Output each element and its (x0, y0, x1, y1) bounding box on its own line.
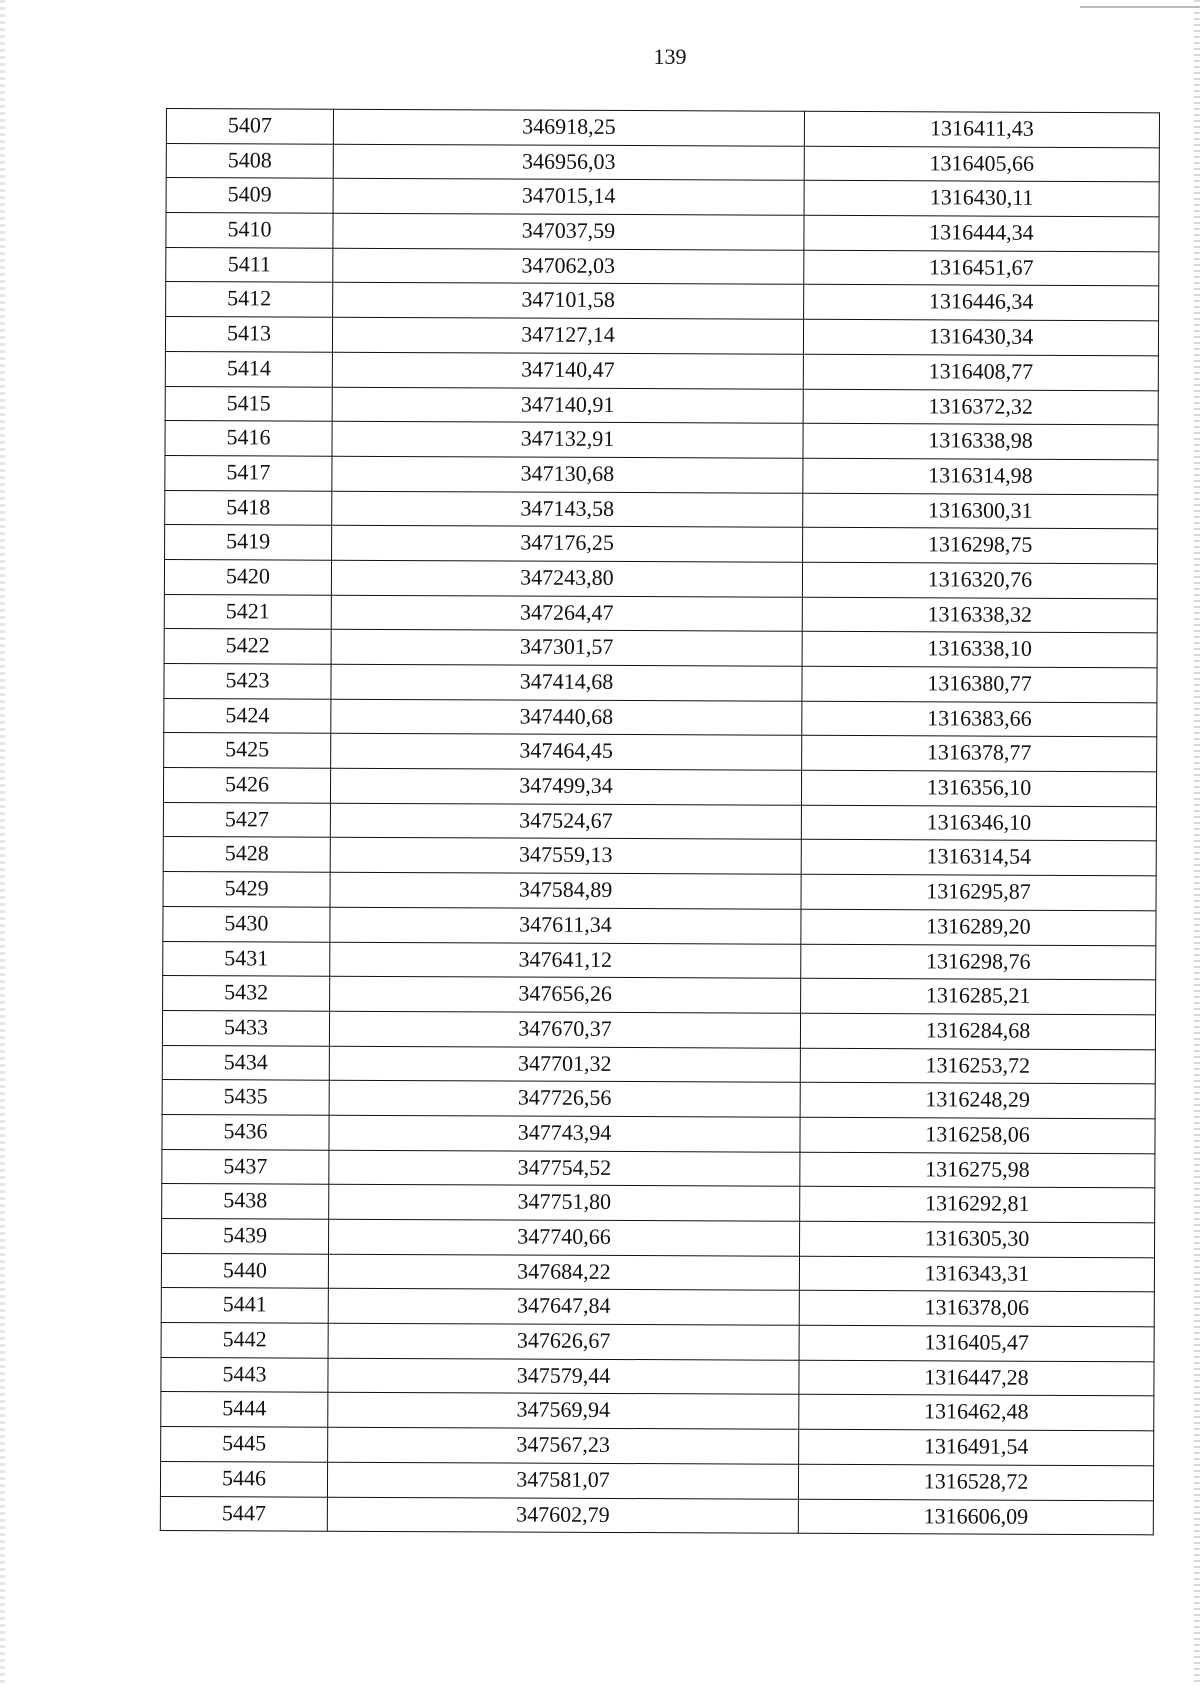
y-coordinate-cell: 1316338,98 (803, 423, 1158, 459)
point-number-cell: 5424 (164, 698, 331, 733)
table-row (165, 421, 1158, 460)
scan-edge-left (0, 0, 5, 1686)
point-number-cell: 5427 (163, 802, 330, 837)
x-coordinate-cell: 347301,57 (331, 630, 802, 667)
x-coordinate-cell: 347499,34 (330, 768, 801, 805)
y-coordinate-cell: 1316451,67 (804, 250, 1159, 286)
x-coordinate-cell: 347569,94 (328, 1393, 799, 1430)
point-number-cell: 5422 (164, 629, 331, 664)
x-coordinate-cell: 347581,07 (327, 1462, 798, 1499)
table-row (164, 594, 1157, 633)
x-coordinate-cell: 347464,45 (331, 734, 802, 771)
point-number-cell: 5440 (161, 1253, 328, 1288)
point-number-cell: 5434 (162, 1045, 329, 1080)
y-coordinate-cell: 1316380,77 (802, 666, 1157, 702)
x-coordinate-cell: 347579,44 (328, 1358, 799, 1395)
table-row (162, 1010, 1155, 1049)
point-number-cell: 5416 (165, 421, 332, 456)
x-coordinate-cell: 347670,37 (329, 1011, 800, 1048)
table-row (163, 976, 1156, 1015)
x-coordinate-cell: 347567,23 (328, 1427, 799, 1464)
table-row (162, 1218, 1155, 1257)
x-coordinate-cell: 347559,13 (330, 838, 801, 875)
point-number-cell: 5411 (166, 247, 333, 282)
table-row (163, 837, 1156, 876)
table-row (161, 1392, 1154, 1431)
point-number-cell: 5417 (165, 455, 332, 490)
point-number-cell: 5420 (164, 559, 331, 594)
table-row (161, 1357, 1154, 1396)
y-coordinate-cell: 1316338,32 (802, 597, 1157, 633)
table-row (166, 247, 1159, 286)
x-coordinate-cell: 346918,25 (333, 109, 804, 146)
x-coordinate-cell: 347740,66 (329, 1219, 800, 1256)
table-row (166, 178, 1159, 217)
y-coordinate-cell: 1316284,68 (800, 1013, 1155, 1049)
x-coordinate-cell: 347015,14 (333, 179, 804, 216)
table-row (160, 1461, 1153, 1500)
table-row (166, 143, 1159, 182)
x-coordinate-cell: 347127,14 (332, 317, 803, 354)
y-coordinate-cell: 1316298,75 (803, 528, 1158, 564)
table-row (166, 282, 1159, 321)
table-row (165, 317, 1158, 356)
y-coordinate-cell: 1316378,06 (799, 1291, 1154, 1327)
y-coordinate-cell: 1316275,98 (800, 1152, 1155, 1188)
point-number-cell: 5430 (163, 906, 330, 941)
x-coordinate-cell: 347701,32 (329, 1046, 800, 1083)
y-coordinate-cell: 1316300,31 (803, 493, 1158, 529)
point-number-cell: 5435 (162, 1080, 329, 1115)
table-row (161, 1253, 1154, 1292)
x-coordinate-cell: 347626,67 (328, 1323, 799, 1360)
x-coordinate-cell: 347754,52 (329, 1150, 800, 1187)
point-number-cell: 5431 (163, 941, 330, 976)
x-coordinate-cell: 347584,89 (330, 872, 801, 909)
table-row (166, 213, 1159, 252)
scan-edge-right (1194, 0, 1200, 1686)
y-coordinate-cell: 1316258,06 (800, 1117, 1155, 1153)
point-number-cell: 5410 (166, 213, 333, 248)
point-number-cell: 5409 (166, 178, 333, 213)
y-coordinate-cell: 1316606,09 (798, 1499, 1153, 1535)
table-row (163, 768, 1156, 807)
y-coordinate-cell: 1316314,98 (803, 458, 1158, 494)
y-coordinate-cell: 1316405,47 (799, 1325, 1154, 1361)
table-row (164, 629, 1157, 668)
y-coordinate-cell: 1316338,10 (802, 632, 1157, 668)
point-number-cell: 5443 (161, 1357, 328, 1392)
y-coordinate-cell: 1316343,31 (799, 1256, 1154, 1292)
point-number-cell: 5425 (164, 733, 331, 768)
x-coordinate-cell: 347743,94 (329, 1115, 800, 1152)
y-coordinate-cell: 1316444,34 (804, 215, 1159, 251)
table-row (160, 1496, 1153, 1535)
y-coordinate-cell: 1316383,66 (802, 701, 1157, 737)
table-row (163, 802, 1156, 841)
table-row (161, 1323, 1154, 1362)
y-coordinate-cell: 1316430,34 (803, 319, 1158, 355)
table-row (162, 1114, 1155, 1153)
point-number-cell: 5407 (166, 109, 333, 144)
y-coordinate-cell: 1316292,81 (800, 1187, 1155, 1223)
table-row (163, 941, 1156, 980)
point-number-cell: 5432 (163, 976, 330, 1011)
x-coordinate-cell: 347140,91 (332, 387, 803, 424)
table-row (161, 1288, 1154, 1327)
y-coordinate-cell: 1316378,77 (802, 736, 1157, 772)
y-coordinate-cell: 1316248,29 (800, 1083, 1155, 1119)
x-coordinate-cell: 346956,03 (333, 144, 804, 181)
y-coordinate-cell: 1316411,43 (804, 111, 1159, 147)
scan-edge-top (1080, 6, 1200, 8)
x-coordinate-cell: 347101,58 (333, 283, 804, 320)
point-number-cell: 5415 (165, 386, 332, 421)
y-coordinate-cell: 1316528,72 (798, 1464, 1153, 1500)
y-coordinate-cell: 1316491,54 (799, 1429, 1154, 1465)
y-coordinate-cell: 1316446,34 (804, 285, 1159, 321)
point-number-cell: 5418 (165, 490, 332, 525)
table-row (166, 109, 1159, 148)
x-coordinate-cell: 347140,47 (332, 352, 803, 389)
x-coordinate-cell: 347647,84 (328, 1289, 799, 1326)
point-number-cell: 5442 (161, 1323, 328, 1358)
y-coordinate-cell: 1316289,20 (801, 909, 1156, 945)
point-number-cell: 5438 (162, 1184, 329, 1219)
x-coordinate-cell: 347037,59 (333, 213, 804, 250)
point-number-cell: 5408 (166, 143, 333, 178)
coordinates-table-body (160, 109, 1159, 1536)
x-coordinate-cell: 347751,80 (329, 1185, 800, 1222)
table-row (162, 1080, 1155, 1119)
y-coordinate-cell: 1316320,76 (802, 562, 1157, 598)
x-coordinate-cell: 347440,68 (331, 699, 802, 736)
coordinates-table (160, 108, 1160, 1536)
y-coordinate-cell: 1316285,21 (801, 978, 1156, 1014)
point-number-cell: 5421 (164, 594, 331, 629)
point-number-cell: 5446 (160, 1461, 327, 1496)
y-coordinate-cell: 1316253,72 (800, 1048, 1155, 1084)
x-coordinate-cell: 347143,58 (332, 491, 803, 528)
x-coordinate-cell: 347062,03 (333, 248, 804, 285)
table-row (163, 872, 1156, 911)
table-row (165, 490, 1158, 529)
point-number-cell: 5426 (163, 768, 330, 803)
point-number-cell: 5447 (160, 1496, 327, 1531)
table-row (165, 455, 1158, 494)
y-coordinate-cell: 1316305,30 (799, 1221, 1154, 1257)
y-coordinate-cell: 1316372,32 (803, 389, 1158, 425)
x-coordinate-cell: 347414,68 (331, 664, 802, 701)
point-number-cell: 5433 (162, 1010, 329, 1045)
table-row (165, 351, 1158, 390)
x-coordinate-cell: 347130,68 (332, 456, 803, 493)
table-row (165, 386, 1158, 425)
table-row (164, 559, 1157, 598)
table-row (165, 525, 1158, 564)
x-coordinate-cell: 347176,25 (332, 525, 803, 562)
y-coordinate-cell: 1316298,76 (801, 944, 1156, 980)
y-coordinate-cell: 1316314,54 (801, 840, 1156, 876)
point-number-cell: 5437 (162, 1149, 329, 1184)
y-coordinate-cell: 1316408,77 (803, 354, 1158, 390)
point-number-cell: 5441 (161, 1288, 328, 1323)
page-number: 139 (653, 44, 687, 69)
point-number-cell: 5439 (162, 1218, 329, 1253)
y-coordinate-cell: 1316447,28 (799, 1360, 1154, 1396)
table-row (162, 1045, 1155, 1084)
x-coordinate-cell: 347264,47 (331, 595, 802, 632)
point-number-cell: 5413 (165, 317, 332, 352)
table-row (162, 1184, 1155, 1223)
table-row (161, 1427, 1154, 1466)
x-coordinate-cell: 347524,67 (330, 803, 801, 840)
point-number-cell: 5436 (162, 1114, 329, 1149)
y-coordinate-cell: 1316462,48 (799, 1395, 1154, 1431)
point-number-cell: 5445 (161, 1427, 328, 1462)
point-number-cell: 5444 (161, 1392, 328, 1427)
table-row (164, 698, 1157, 737)
x-coordinate-cell: 347656,26 (330, 976, 801, 1013)
table-row (163, 906, 1156, 945)
y-coordinate-cell: 1316346,10 (801, 805, 1156, 841)
x-coordinate-cell: 347243,80 (331, 560, 802, 597)
table-row (162, 1149, 1155, 1188)
x-coordinate-cell: 347641,12 (330, 942, 801, 979)
point-number-cell: 5423 (164, 663, 331, 698)
y-coordinate-cell: 1316356,10 (801, 770, 1156, 806)
point-number-cell: 5412 (166, 282, 333, 317)
y-coordinate-cell: 1316405,66 (804, 146, 1159, 182)
table-row (164, 733, 1157, 772)
x-coordinate-cell: 347684,22 (328, 1254, 799, 1291)
x-coordinate-cell: 347132,91 (332, 421, 803, 458)
point-number-cell: 5429 (163, 872, 330, 907)
point-number-cell: 5428 (163, 837, 330, 872)
x-coordinate-cell: 347602,79 (327, 1497, 798, 1534)
y-coordinate-cell: 1316295,87 (801, 874, 1156, 910)
x-coordinate-cell: 347726,56 (329, 1080, 800, 1117)
point-number-cell: 5414 (165, 351, 332, 386)
y-coordinate-cell: 1316430,11 (804, 181, 1159, 217)
point-number-cell: 5419 (165, 525, 332, 560)
x-coordinate-cell: 347611,34 (330, 907, 801, 944)
table-row (164, 663, 1157, 702)
